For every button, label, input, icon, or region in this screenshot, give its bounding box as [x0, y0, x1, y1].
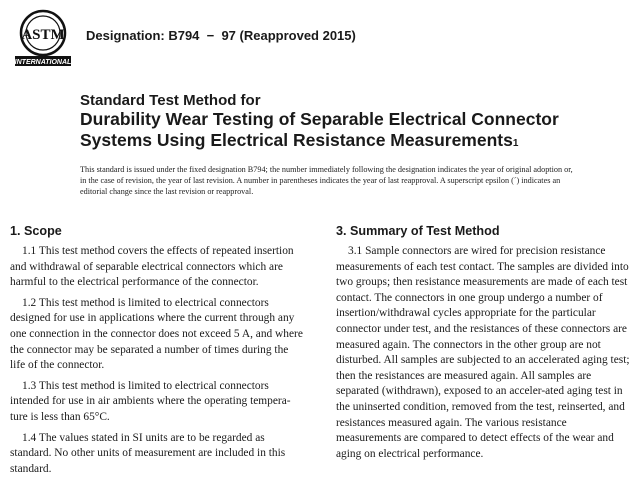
scope-heading: 1. Scope [10, 224, 62, 238]
title-line-3 [80, 130, 559, 154]
title-line-2: Durability Wear Testing of Separable Electrical Connector [80, 109, 559, 129]
astm-mark [21, 11, 65, 55]
scope-paragraph: 1.3 This test method is limited to electrical connectors intended for use in air ambients where the operating tempera-ture is less than 65°C. [10, 379, 291, 423]
title-line-3-text: Systems Using Electrical Resistance Measurements [80, 130, 513, 150]
scope-paragraph: 1.1 This test method covers the effects of repeated insertion and withdrawal of separable electrical connectors which are harmful to the electrical performance of the connector. [10, 245, 294, 289]
summary-section [336, 222, 632, 467]
scope-paragraph: 1.2 This test method is limited to electrical connectors designed for use in applications where the current through any one connection in the connector does not exceed 5 A, and where the connector may be separated a number of times during the life of the connector. [10, 296, 303, 372]
scope-section [10, 222, 306, 482]
astm-logo [12, 8, 74, 68]
title-block [80, 92, 559, 154]
summary-heading: 3. Summary of Test Method [336, 224, 500, 238]
svg-text:ASTM: ASTM [21, 27, 65, 43]
designation: Designation: B794 − 97 (Reapproved 2015) [86, 28, 356, 43]
logo-org-text: INTERNATIONAL [14, 59, 72, 66]
summary-paragraph: 3.1 Sample connectors are wired for precision resistance measurements of each test contact. The samples are divided into two groups; then resistance measurements are made of each test contact. The connectors in one group undergo a number of insertion/withdrawal cycles appropriate for the particular connector under test, and the resistances of these connectors are measured again. The connectors in the other group are not disturbed. All samples are subjected to an accelerated aging test; then the resistances are measured again. All samples are separated (withdrawn), exposed to an acceler-ated aging test in the uninserted condition, removed from the test, reinserted, and resistances measured again. The various resistance measurements are compared to detect effects of the wear and aging on electrical performance. [336, 245, 630, 460]
issuance-notice: This standard is issued under the fixed designation B794; the number immediately following the designation indicates the year of original adoption or, in the case of revision, the year of last revision. A number in parentheses indicates the year of last reapproval. A superscript epsilon (´) indicates an editorial change since the last revision or reapproval. [80, 165, 573, 196]
title-line-1: Standard Test Method for [80, 92, 261, 109]
title-footnote-mark: 1 [512, 138, 519, 149]
scope-paragraph: 1.4 The values stated in SI units are to be regarded as standard. No other units of measurement are included in this standard. [10, 431, 286, 475]
